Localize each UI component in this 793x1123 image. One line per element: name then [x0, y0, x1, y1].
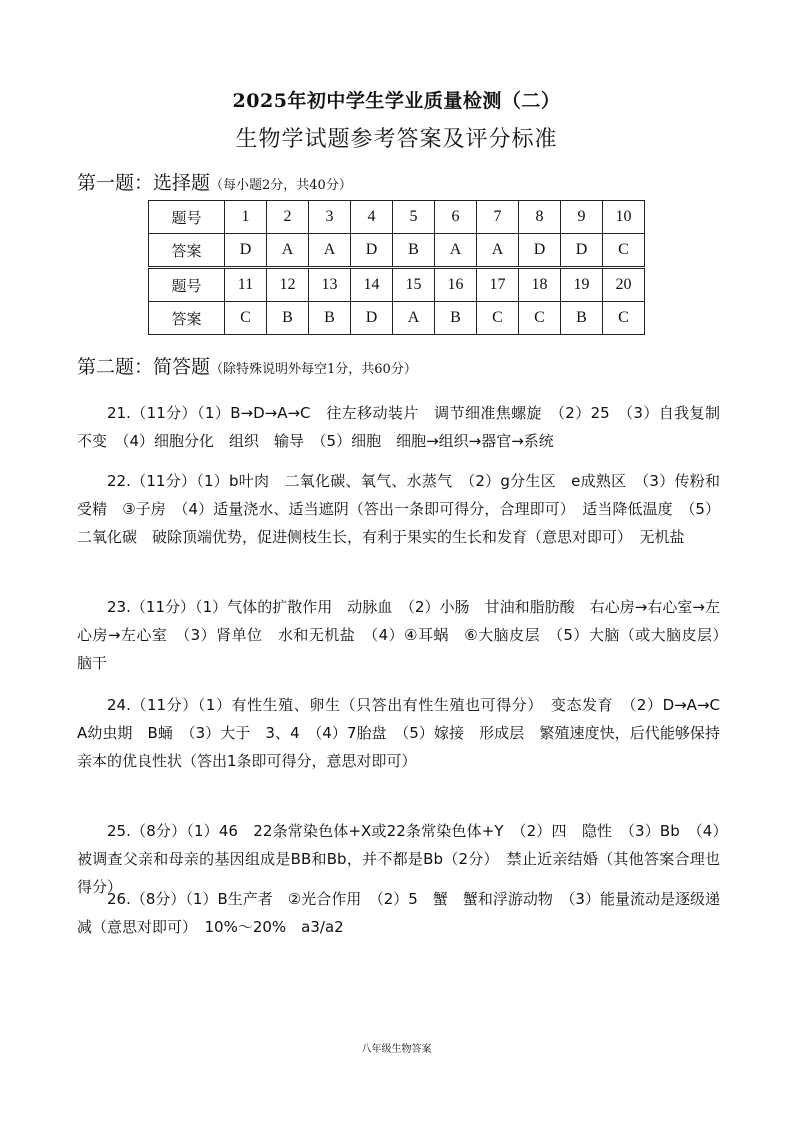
question-number: 3 — [309, 201, 351, 234]
answer-cell: C — [477, 302, 519, 335]
question-number: 17 — [477, 268, 519, 302]
question-number: 4 — [351, 201, 393, 234]
question-number: 13 — [309, 268, 351, 302]
answer-cell: D — [351, 302, 393, 335]
answer-cell: B — [267, 302, 309, 335]
question-number: 7 — [477, 201, 519, 234]
section1-heading — [77, 168, 352, 195]
answer-cell: B — [309, 302, 351, 335]
section1-title: 第一题：选择题 — [77, 172, 211, 194]
answer-cell: D — [519, 234, 561, 268]
page-footer: 八年级生物答案 — [361, 1044, 432, 1055]
question-number: 10 — [603, 201, 645, 234]
answer-25: 25.（8分）（1）46 22条常染色体+X或22条常染色体+Y （2）四 隐性 （3）Bb （4）被调查父亲和母亲的基因组成是BB和Bb，并不都是Bb（2分） 禁止近亲结婚（其他答案合理也得分） — [77, 822, 720, 896]
answer-cell: D — [561, 234, 603, 268]
answer-cell: C — [519, 302, 561, 335]
section1-note: （每小题2分，共40分） — [210, 178, 352, 193]
answer-21: 21.（11分）（1）B→D→A→C 往左移动装片 调节细准焦螺旋 （2）25 （3）自我复制 不变 （4）细胞分化 组织 输导 （5）细胞 细胞→组织→器官→系统 — [77, 404, 736, 450]
question-number: 15 — [393, 268, 435, 302]
answer-cell: A — [267, 234, 309, 268]
label-answer: 答案 — [149, 234, 225, 268]
answer-cell: D — [351, 234, 393, 268]
answer-cell: D — [225, 234, 267, 268]
label-number: 题号 — [149, 201, 225, 234]
question-number: 20 — [603, 268, 645, 302]
section2-heading — [77, 352, 417, 379]
answer-cell: C — [225, 302, 267, 335]
question-number: 18 — [519, 268, 561, 302]
page-subtitle: 生物学试题参考答案及评分标准 — [235, 127, 558, 152]
answer-cell: A — [435, 234, 477, 268]
answer-24: 24.（11分）（1）有性生殖、卵生（只答出有性生殖也可得分） 变态发育 （2）D→A→C A幼虫期 B蛹 （3）大于 3、4 （4）7胎盘 （5）嫁接 形成层 繁殖速度快，后代能够保持亲本的优良性状（答出1条即可得分，意思对即可） — [77, 696, 736, 770]
question-number: 5 — [393, 201, 435, 234]
question-number: 2 — [267, 201, 309, 234]
table-row — [149, 302, 645, 335]
question-number: 8 — [519, 201, 561, 234]
answer-23: 23.（11分）（1）气体的扩散作用 动脉血 （2）小肠 甘油和脂肪酸 右心房→右心室→左心房→左心室 （3）肾单位 水和无机盐 （4）④耳蜗 ⑥大脑皮层 （5）大脑（或大脑皮层） 脑干 — [77, 598, 736, 672]
section2-title: 第二题：简答题 — [77, 356, 211, 378]
question-number: 14 — [351, 268, 393, 302]
answer-26: 26.（8分）（1）B生产者 ②光合作用 （2）5 蟹 蟹和浮游动物 （3）能量流动是逐级递减（意思对即可） 10%～20% a3/a2 — [77, 890, 720, 936]
table-row — [149, 201, 645, 234]
answer-cell: B — [435, 302, 477, 335]
table-row — [149, 268, 645, 302]
table-row — [149, 234, 645, 268]
question-number: 19 — [561, 268, 603, 302]
answer-cell: B — [393, 234, 435, 268]
question-number: 12 — [267, 268, 309, 302]
page-title: 2025年初中学生学业质量检测（二） — [232, 90, 561, 112]
answer-cell: A — [309, 234, 351, 268]
label-answer: 答案 — [149, 302, 225, 335]
question-number: 11 — [225, 268, 267, 302]
answer-22: 22.（11分）（1）b叶肉 二氧化碳、氧气、水蒸气 （2）g分生区 e成熟区 （3）传粉和受精 ③子房 （4）适量浇水、适当遮阴（答出一条即可得分，合理即可） 适当降低温度 （5）二氧化碳 破除顶端优势，促进侧枝生长，有利于果实的生长和发育（意思对即可） 无机盐 — [77, 472, 720, 546]
question-number: 6 — [435, 201, 477, 234]
answer-table — [148, 200, 645, 335]
section2-note: （除特殊说明外每空1分，共60分） — [210, 362, 417, 377]
answer-cell: B — [561, 302, 603, 335]
answer-cell: C — [603, 302, 645, 335]
question-number: 9 — [561, 201, 603, 234]
answer-cell: A — [477, 234, 519, 268]
answer-cell: A — [393, 302, 435, 335]
label-number: 题号 — [149, 268, 225, 302]
answer-cell: C — [603, 234, 645, 268]
question-number: 16 — [435, 268, 477, 302]
question-number: 1 — [225, 201, 267, 234]
